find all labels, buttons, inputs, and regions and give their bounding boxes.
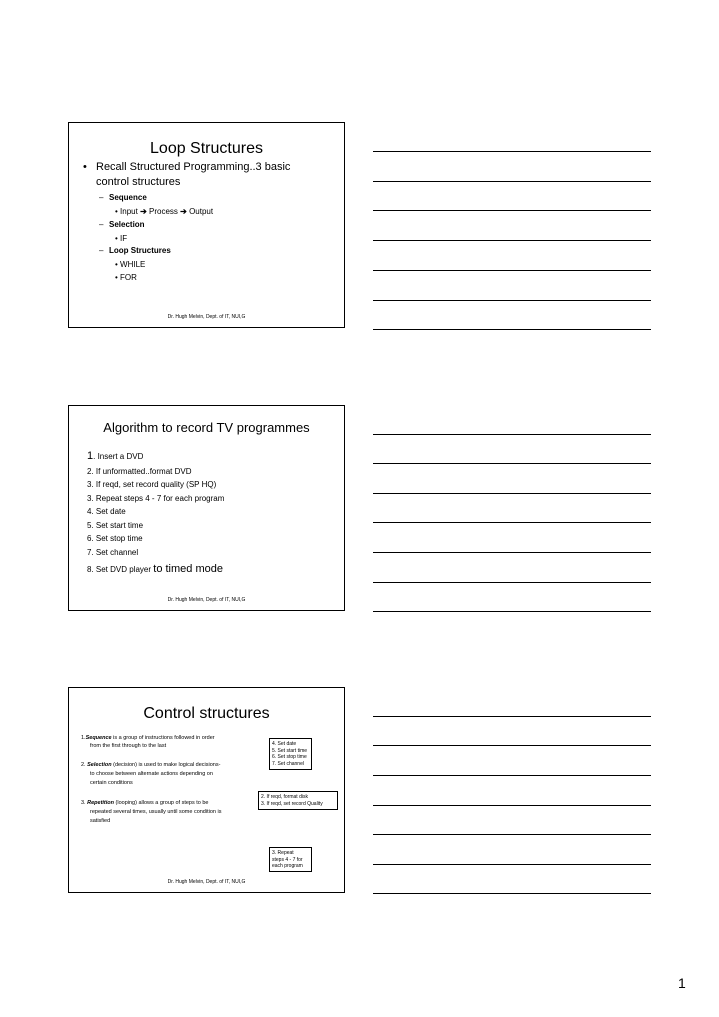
definition-repetition-cont: repeated several times, usually until some condition is <box>90 809 222 815</box>
definition-sequence-cont: from the first through to the last <box>90 743 167 749</box>
step-6: 6. Set stop time <box>87 534 143 543</box>
sub-sub-item <box>115 234 127 243</box>
notes-line <box>373 151 651 152</box>
selection-item-if: IF <box>120 234 128 243</box>
box-line: each program <box>272 863 303 869</box>
box-line: 4. Set date <box>272 741 297 747</box>
bullet-text: Recall Structured Programming..3 basic <box>96 161 291 173</box>
notes-line <box>373 745 651 746</box>
bullet-dot: • <box>115 207 121 216</box>
sub-sub-item <box>115 273 137 282</box>
arrow-right-icon: ➔ <box>140 207 147 216</box>
definition-text: (decision) is used to make logical decisions- <box>111 762 221 768</box>
bullet-text-cont: control structures <box>96 176 181 188</box>
notes-line <box>373 240 651 241</box>
sequence-item-process: Process <box>149 207 178 216</box>
notes-line <box>373 434 651 435</box>
loop-item-for: FOR <box>120 273 137 282</box>
steps-box-selection <box>258 791 338 810</box>
step-8-suffix: to timed mode <box>153 563 223 575</box>
box-line: 5. Set start time <box>272 747 308 754</box>
step-7: 7. Set channel <box>87 548 139 557</box>
sequence-item-output: Output <box>189 207 214 216</box>
sequence-item-input: Input <box>120 207 138 216</box>
loop-item-while: WHILE <box>120 260 146 269</box>
sub-dash: – <box>99 193 104 202</box>
sub-dash: – <box>99 246 104 255</box>
steps-box-repetition <box>269 847 312 872</box>
step-2: 2. If unformatted..format DVD <box>87 467 192 476</box>
step-8-prefix: 8. Set DVD player <box>87 565 152 574</box>
sub-sub-item <box>115 260 145 269</box>
notes-line <box>373 611 651 612</box>
definition-sequence <box>81 735 215 741</box>
steps-box-sequence <box>269 738 312 770</box>
slide-footer: Dr. Hugh Melvin, Dept. of IT, NUI,G <box>167 879 246 885</box>
box-line: 2. If reqd, format disk <box>261 794 308 800</box>
notes-line <box>373 582 651 583</box>
bullet-dot: • <box>115 260 121 269</box>
box-line: steps 4 - 7 for <box>272 856 303 863</box>
notes-line <box>373 893 651 894</box>
step-3: 3. If reqd, set record quality (SP HQ) <box>87 480 217 489</box>
definition-repetition <box>81 800 209 806</box>
step-5: 5. Set start time <box>87 521 144 530</box>
step-1-dot: . <box>93 452 98 461</box>
definition-term: Sequence <box>85 735 112 741</box>
definition-repetition-cont: satisfied <box>90 818 111 824</box>
definition-number: 3. <box>81 800 86 806</box>
notes-line <box>373 493 651 494</box>
step-1 <box>87 450 143 462</box>
notes-line <box>373 463 651 464</box>
step-1-number: 1 <box>87 450 94 462</box>
bullet-dot: • <box>83 161 87 173</box>
slide-3 <box>68 687 345 893</box>
notes-line <box>373 716 651 717</box>
slide-title: Algorithm to record TV programmes <box>103 420 310 435</box>
notes-line <box>373 864 651 865</box>
sub-item-sequence: Sequence <box>109 193 147 202</box>
definition-text: is a group of instructions followed in order <box>111 735 215 741</box>
notes-line <box>373 300 651 301</box>
slide-footer: Dr. Hugh Melvin, Dept. of IT, NUI,G <box>167 597 246 603</box>
definition-selection-cont: to choose between alternate actions depending on <box>90 771 213 777</box>
definition-number: 2. <box>81 762 86 768</box>
definition-selection-cont: certain conditions <box>90 780 133 786</box>
sub-item-selection: Selection <box>109 220 145 229</box>
notes-line <box>373 834 651 835</box>
definition-number: 1. <box>81 735 86 741</box>
slide-2 <box>68 405 345 611</box>
definition-term: Repetition <box>87 800 115 806</box>
bullet-dot: • <box>115 234 121 243</box>
notes-line <box>373 805 651 806</box>
definition-term: Selection <box>87 762 112 768</box>
sub-dash: – <box>99 220 104 229</box>
step-1-text: Insert a DVD <box>97 452 144 461</box>
page-number: 1 <box>678 975 686 991</box>
sub-sub-item <box>115 207 213 216</box>
notes-line <box>373 181 651 182</box>
bullet-dot: • <box>115 273 121 282</box>
notes-line <box>373 329 651 330</box>
slide-1 <box>68 122 345 328</box>
box-line: 3. Repeat <box>272 850 294 856</box>
definition-text: (looping) allows a group of steps to be <box>114 800 209 806</box>
slide-title: Control structures <box>143 705 270 722</box>
notes-line <box>373 522 651 523</box>
definition-selection <box>81 762 220 768</box>
box-line: 6. Set stop time <box>272 754 307 760</box>
slide-footer: Dr. Hugh Melvin, Dept. of IT, NUI,G <box>167 314 246 320</box>
box-line: 7. Set channel <box>272 760 304 767</box>
sub-item-loop: Loop Structures <box>109 246 171 255</box>
step-4: 4. Set date <box>87 507 126 516</box>
notes-line <box>373 270 651 271</box>
step-3b: 3. Repeat steps 4 - 7 for each program <box>87 494 225 503</box>
notes-line <box>373 210 651 211</box>
slide-title: Loop Structures <box>150 140 263 157</box>
step-8 <box>87 563 223 575</box>
notes-line <box>373 552 651 553</box>
notes-line <box>373 775 651 776</box>
arrow-right-icon: ➔ <box>180 207 187 216</box>
box-line: 3. If reqd, set record Quality <box>261 800 323 807</box>
